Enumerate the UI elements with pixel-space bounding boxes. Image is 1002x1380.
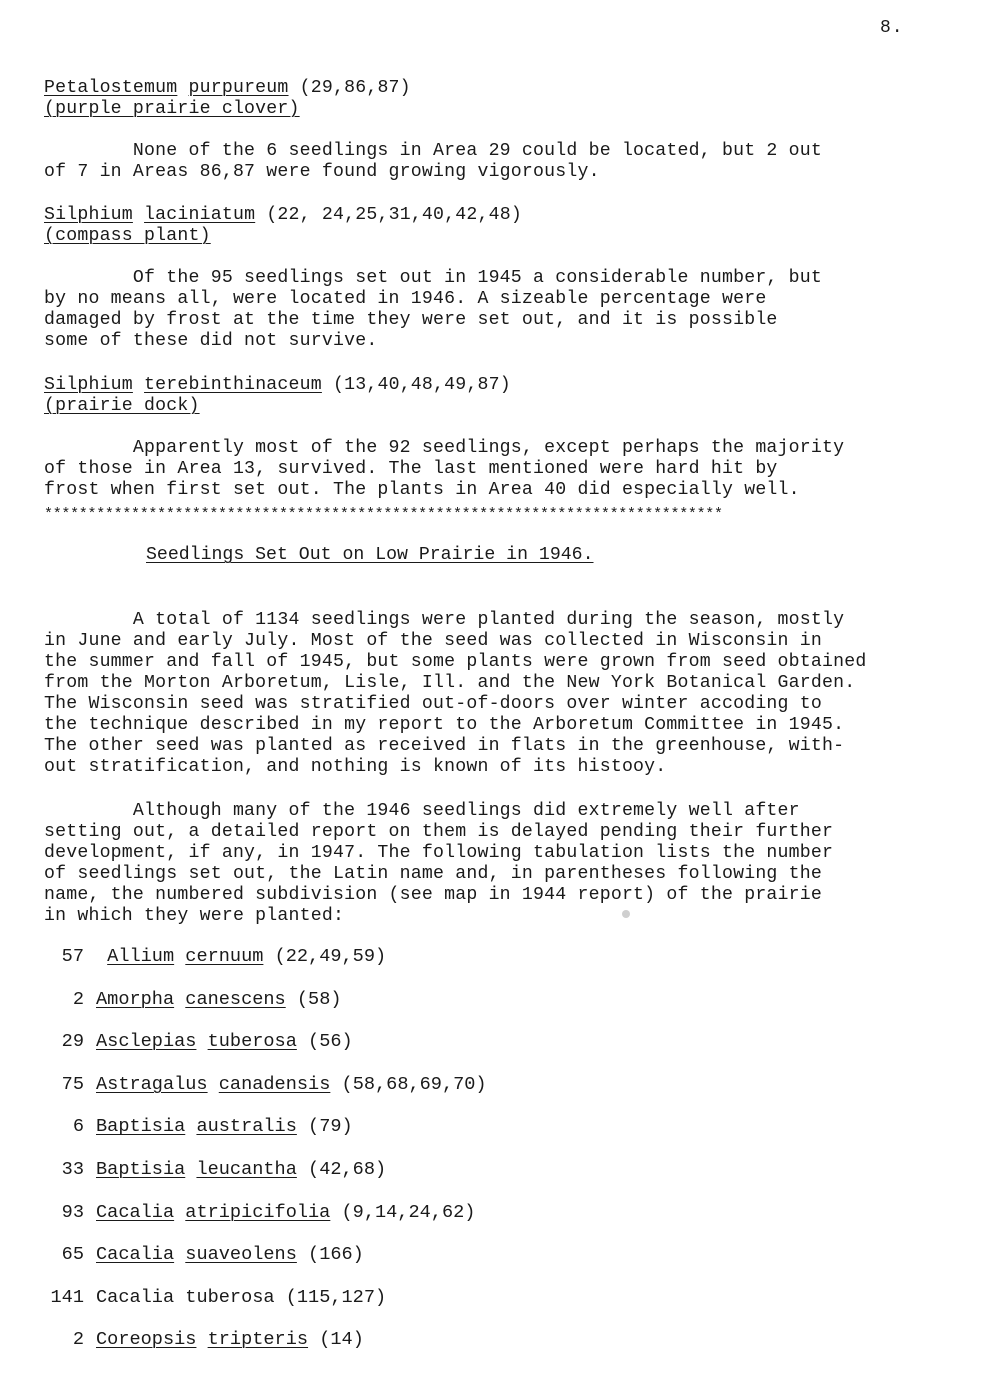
- genus-name: Allium: [107, 946, 175, 967]
- paragraph-line: The other seed was planted as received in flats in the greenhouse, with-: [44, 736, 845, 756]
- list-item: [44, 1243, 744, 1286]
- genus-name: Cacalia: [96, 1244, 175, 1266]
- paragraph-line: frost when first set out. The plants in Area 40 did especially well.: [44, 480, 800, 500]
- area-numbers: (115,127): [285, 1286, 387, 1308]
- paragraph-line: out stratification, and nothing is known of its histooy.: [44, 757, 667, 777]
- area-numbers: (79): [308, 1116, 353, 1138]
- separator-line: ******************************************************************************: [44, 507, 723, 522]
- paragraph-line: in which they were planted:: [44, 906, 345, 926]
- species-epithet: purpureum: [188, 78, 289, 98]
- species-name: tuberosa: [185, 1286, 275, 1308]
- species-genus: Silphium: [44, 375, 133, 395]
- area-numbers: (58,68,69,70): [341, 1073, 487, 1095]
- paragraph-line: the technique described in my report to the Arboretum Committee in 1945.: [44, 715, 845, 735]
- genus-name: Amorpha: [96, 988, 175, 1010]
- list-item: [44, 1073, 744, 1116]
- area-numbers: (14): [319, 1329, 364, 1351]
- paragraph-line: in June and early July. Most of the seed was collected in Wisconsin in: [44, 631, 822, 651]
- paragraph-line: by no means all, were located in 1946. A sizeable percentage were: [44, 289, 767, 309]
- species-heading: [44, 375, 994, 396]
- paragraph-line: The Wisconsin seed was stratified out-of-doors over winter accoding to: [44, 694, 822, 714]
- genus-name: Cacalia: [96, 1201, 175, 1223]
- ink-smudge: [622, 910, 630, 918]
- seedling-count: 6: [72, 1116, 84, 1138]
- paragraph-line: some of these did not survive.: [44, 331, 378, 351]
- genus-name: Cacalia: [96, 1286, 175, 1308]
- list-item: [44, 1030, 744, 1073]
- seedling-count: 29: [61, 1031, 84, 1053]
- list-item: [44, 988, 744, 1031]
- list-item: [44, 1328, 744, 1371]
- common-name: (prairie dock): [44, 396, 200, 416]
- page-number: 8.: [880, 18, 904, 38]
- paragraph-line: Apparently most of the 92 seedlings, except perhaps the majority: [44, 438, 845, 458]
- list-item: [44, 1201, 744, 1244]
- species-name: atripicifolia: [185, 1201, 331, 1223]
- area-numbers: (58): [296, 988, 342, 1010]
- paragraph-line: name, the numbered subdivision (see map in 1944 report) of the prairie: [44, 885, 822, 905]
- intro-paragraph-2: [44, 801, 994, 927]
- species-name: australis: [196, 1116, 297, 1138]
- seedling-count: 65: [61, 1244, 84, 1266]
- species-epithet: laciniatum: [144, 205, 256, 225]
- genus-name: Asclepias: [96, 1031, 197, 1053]
- species-heading: [44, 78, 994, 99]
- common-name: (compass plant): [44, 226, 211, 246]
- seedling-count: 2: [72, 988, 84, 1010]
- species-entry-silphium-laciniatum: [44, 205, 994, 352]
- paragraph-line: from the Morton Arboretum, Lisle, Ill. and the New York Botanical Garden.: [44, 673, 856, 693]
- species-name: canescens: [185, 988, 286, 1010]
- genus-name: Astragalus: [96, 1073, 208, 1095]
- genus-name: Coreopsis: [96, 1329, 197, 1351]
- species-heading: [44, 205, 994, 226]
- seedling-tabulation: [44, 945, 744, 1371]
- paragraph-line: damaged by frost at the time they were set out, and it is possible: [44, 310, 778, 330]
- list-item: [44, 1115, 744, 1158]
- paragraph-line: of seedlings set out, the Latin name and, in parentheses following the: [44, 864, 822, 884]
- species-entry-petalostemum: [44, 78, 994, 183]
- common-name: (purple prairie clover): [44, 99, 300, 119]
- seedling-count: 2: [72, 1329, 84, 1351]
- intro-paragraph-1: [44, 610, 994, 778]
- area-numbers: (42,68): [308, 1158, 387, 1180]
- paragraph-line: setting out, a detailed report on them is delayed pending their further: [44, 822, 834, 842]
- area-numbers: (56): [308, 1031, 353, 1053]
- species-areas: (29,86,87): [288, 78, 411, 98]
- species-name: canadensis: [218, 1073, 331, 1095]
- seedling-count: 57: [61, 946, 84, 967]
- seedling-count: 93: [61, 1201, 84, 1223]
- paragraph-line: of 7 in Areas 86,87 were found growing vigorously.: [44, 162, 600, 182]
- list-item: [44, 1286, 744, 1329]
- paragraph-line: development, if any, in 1947. The following tabulation lists the number: [44, 843, 834, 863]
- seedling-count: 141: [50, 1286, 84, 1308]
- paragraph-line: the summer and fall of 1945, but some plants were grown from seed obtained: [44, 652, 867, 672]
- seedling-count: 75: [61, 1073, 84, 1095]
- species-name: suaveolens: [185, 1244, 297, 1266]
- species-name: tuberosa: [207, 1031, 297, 1053]
- genus-name: Baptisia: [96, 1158, 186, 1180]
- genus-name: Baptisia: [96, 1116, 186, 1138]
- species-entry-silphium-terebinthinaceum: [44, 375, 994, 501]
- paragraph-line: Although many of the 1946 seedlings did extremely well after: [44, 801, 800, 821]
- species-name: leucantha: [196, 1158, 297, 1180]
- area-numbers: (166): [308, 1244, 364, 1266]
- species-genus: Petalostemum: [44, 78, 178, 98]
- species-name: tripteris: [207, 1329, 309, 1351]
- species-areas: (22, 24,25,31,40,42,48): [255, 205, 522, 225]
- species-areas: (13,40,48,49,87): [321, 375, 511, 395]
- paragraph-line: Of the 95 seedlings set out in 1945 a considerable number, but: [44, 268, 822, 288]
- area-numbers: (22,49,59): [274, 946, 387, 967]
- seedling-count: 33: [61, 1158, 84, 1180]
- section-heading: Seedlings Set Out on Low Prairie in 1946.: [146, 545, 594, 565]
- species-genus: Silphium: [44, 205, 133, 225]
- list-item: [44, 1158, 744, 1201]
- list-item: [44, 945, 744, 988]
- paragraph-line: A total of 1134 seedlings were planted during the season, mostly: [44, 610, 845, 630]
- area-numbers: (9,14,24,62): [341, 1201, 476, 1223]
- species-name: cernuum: [185, 946, 264, 967]
- species-epithet: terebinthinaceum: [144, 375, 322, 395]
- paragraph-line: None of the 6 seedlings in Area 29 could be located, but 2 out: [44, 141, 822, 161]
- paragraph-line: of those in Area 13, survived. The last mentioned were hard hit by: [44, 459, 778, 479]
